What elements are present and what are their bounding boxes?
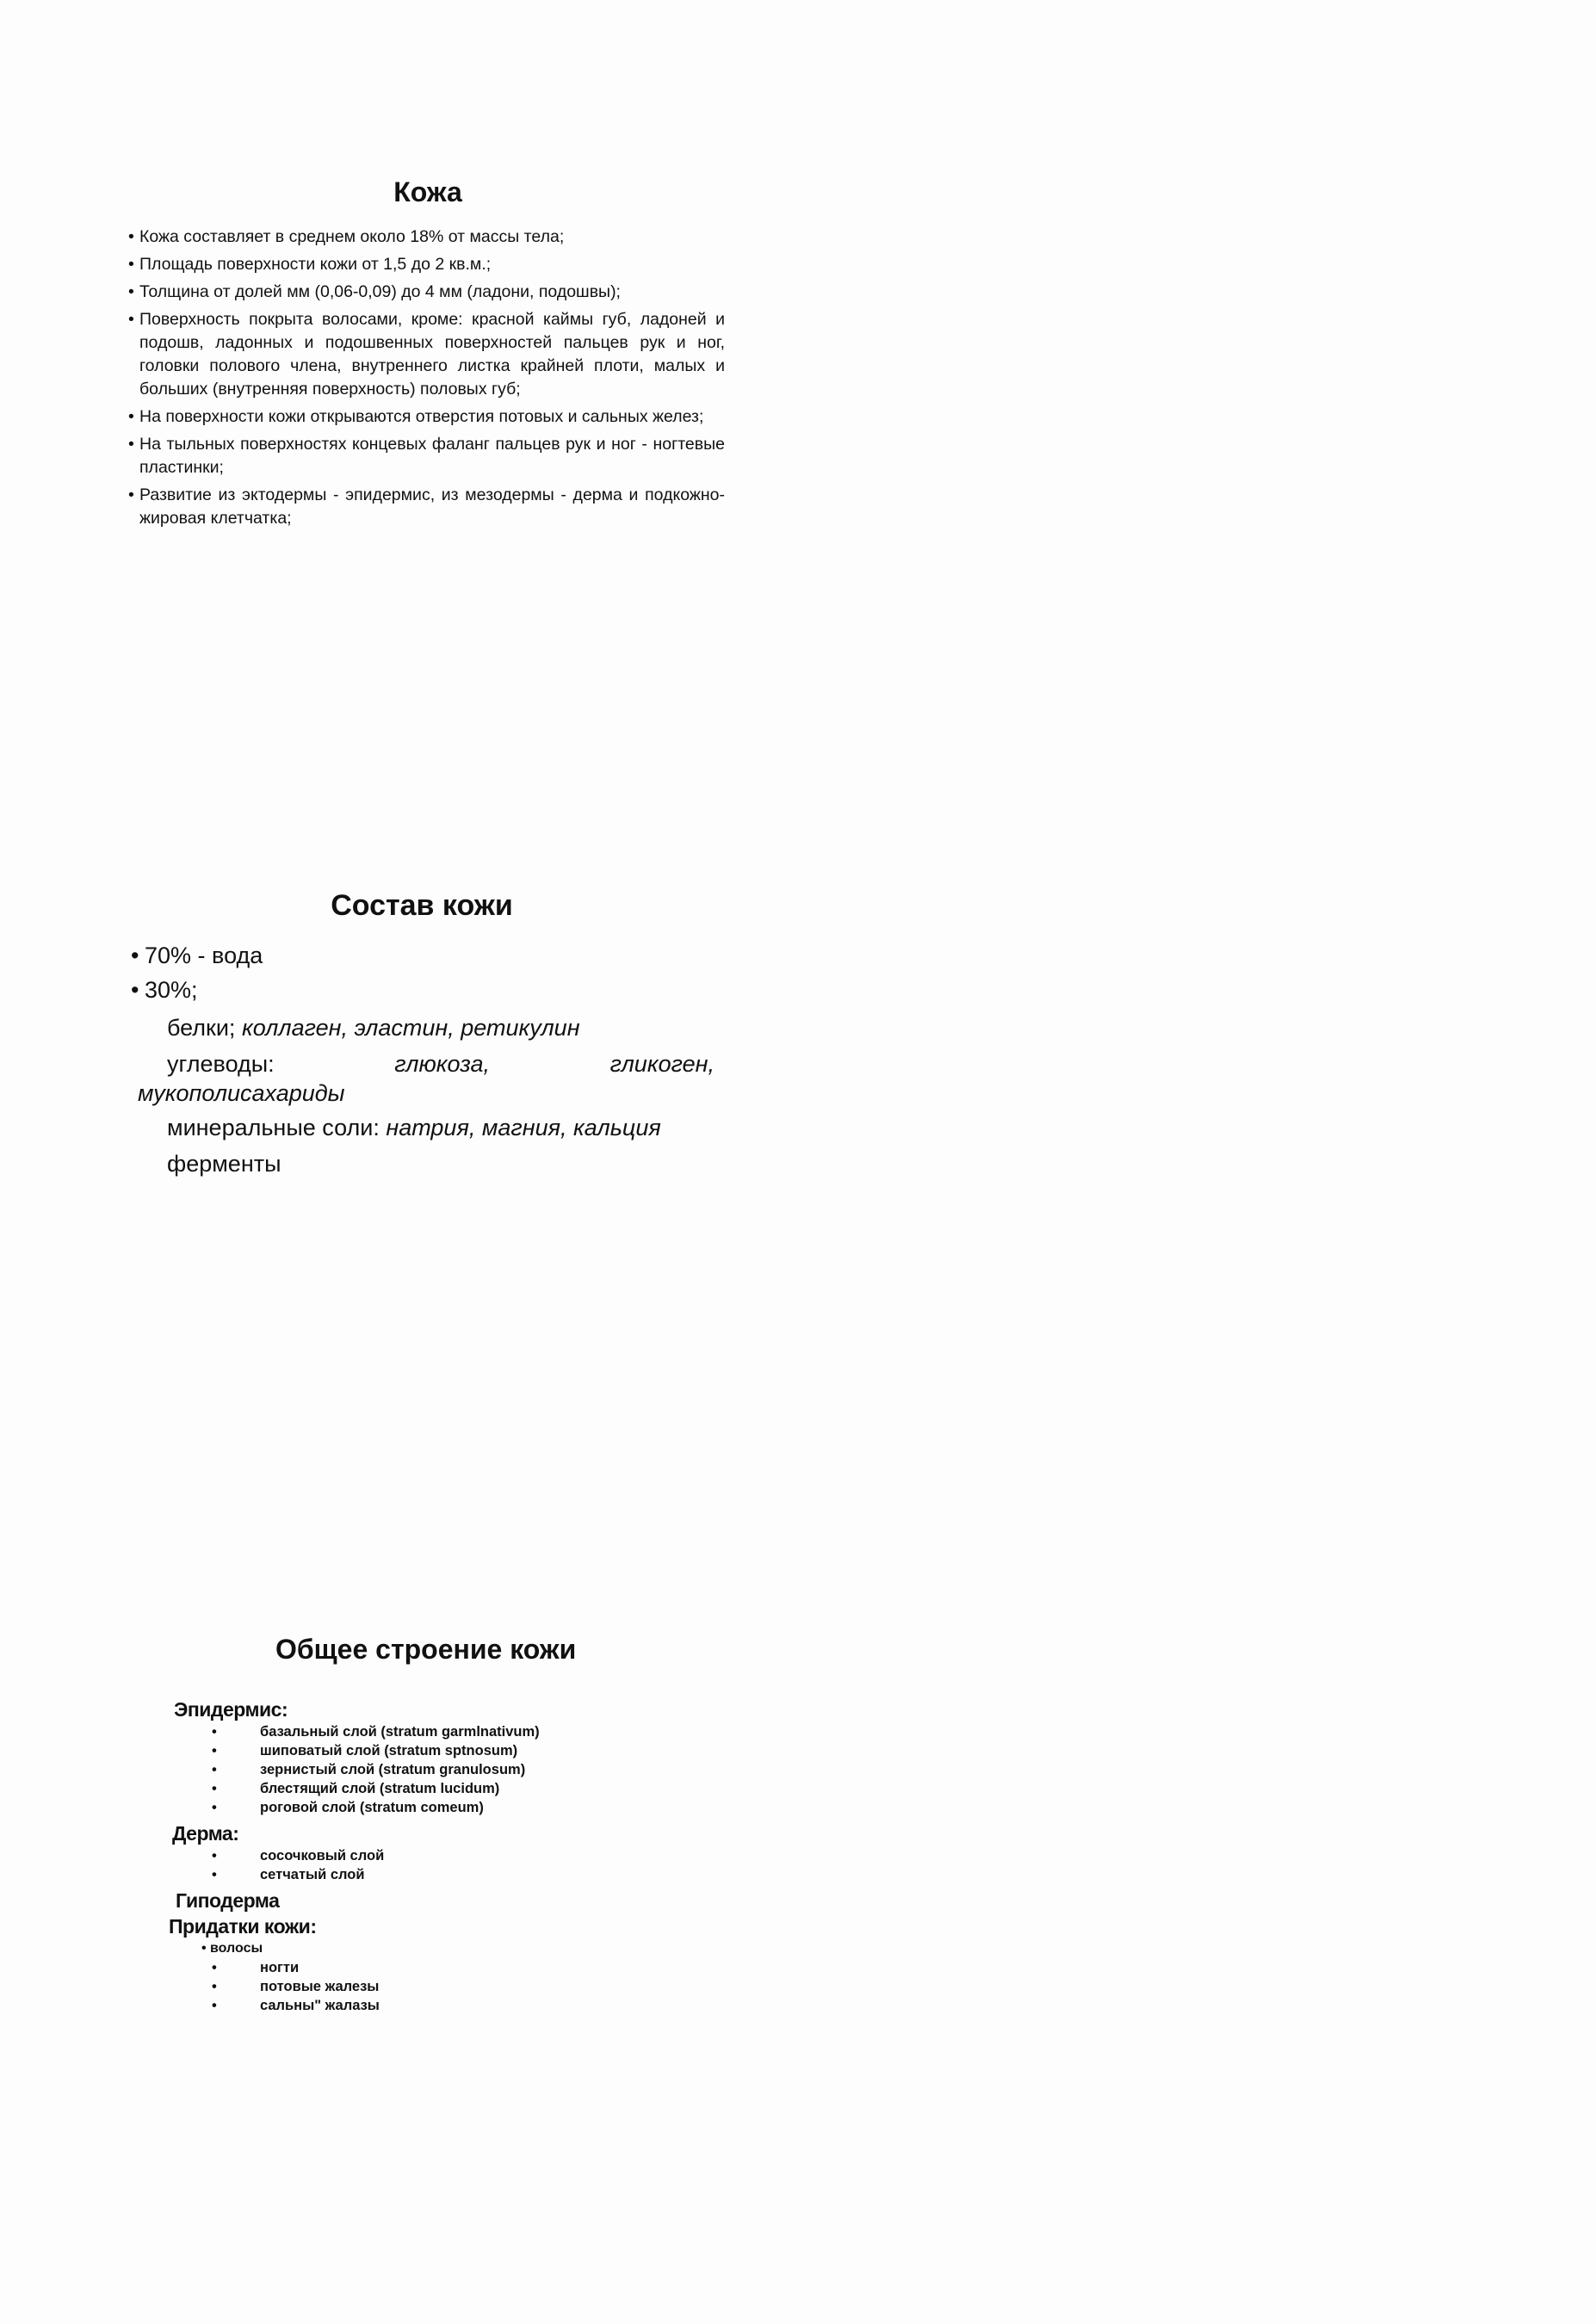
structure-section — [164, 1634, 646, 2018]
appendage-hair: • волосы — [201, 1941, 263, 1956]
carbs-item-glucose: глюкоза, — [394, 1051, 490, 1077]
water-bullet: • 70% - вода — [129, 938, 714, 973]
proteins-line — [129, 1012, 714, 1043]
minerals-label: минеральные соли: — [167, 1115, 380, 1140]
epidermis-layer-list — [164, 1722, 646, 1817]
list-item: • роговой слой (stratum comeum) — [164, 1798, 646, 1817]
list-item: • Площадь поверхности кожи от 1,5 до 2 кв.м.; — [131, 253, 725, 276]
list-item: • Кожа составляет в среднем около 18% от массы тела; — [131, 226, 725, 249]
list-item: • потовые жалезы — [164, 1977, 646, 1996]
list-item: • шиповатый слой (stratum sptnosum) — [164, 1741, 646, 1760]
appendages-list — [164, 1958, 646, 2015]
skin-section — [131, 176, 725, 535]
carbs-item-glycogen: гликоген, — [609, 1051, 714, 1077]
other-bullet: • 30%; — [129, 973, 714, 1007]
dermis-label: Дерма: — [172, 1822, 239, 1845]
carbs-label: углеводы: — [167, 1051, 275, 1077]
composition-section — [129, 889, 714, 1179]
minerals-line — [129, 1112, 714, 1143]
list-item: • ногти — [164, 1958, 646, 1977]
list-item: • зернистый слой (stratum granulosum) — [164, 1760, 646, 1779]
hypodermis-label: Гиподерма — [176, 1889, 280, 1912]
list-item: • На тыльных поверхностях концевых фаланг пальцев рук и ног - ногтевые пластинки; — [131, 433, 725, 479]
appendages-label: Придатки кожи: — [169, 1915, 317, 1938]
proteins-label: белки; — [167, 1015, 236, 1041]
carbs-item-mucopolysaccharides: мукополисахариды — [138, 1080, 345, 1106]
list-item: • Развитие из эктодермы - эпидермис, из мезодермы - дерма и подкожно-жировая клетчатка; — [131, 484, 725, 530]
list-item: • сосочковый слой — [164, 1846, 646, 1865]
minerals-list: натрия, магния, кальция — [386, 1115, 661, 1140]
list-item: • блестящий слой (stratum lucidum) — [164, 1779, 646, 1798]
carbs-line — [129, 1048, 714, 1079]
skin-facts-list — [131, 226, 725, 530]
list-item: • сетчатый слой — [164, 1865, 646, 1884]
enzymes-line: ферменты — [167, 1151, 281, 1177]
epidermis-label: Эпидермис: — [174, 1698, 288, 1721]
list-item: • Поверхность покрыта волосами, кроме: красной каймы губ, ладоней и подошв, ладонных и подошвенных поверхностей пальцев рук и ног, головки полового члена, внутреннего листка крайней плоти, малых и больших (внутренняя поверхность) половых губ; — [131, 308, 725, 401]
composition-title: Состав кожи — [331, 889, 513, 922]
skin-title: Кожа — [393, 176, 462, 207]
list-item: • сальны" жалазы — [164, 1996, 646, 2015]
list-item: • базальный слой (stratum garmlnativum) — [164, 1722, 646, 1741]
list-item: • Толщина от долей мм (0,06-0,09) до 4 мм (ладони, подошвы); — [131, 281, 725, 304]
dermis-layer-list — [164, 1846, 646, 1884]
proteins-list: коллаген, эластин, ретикулин — [241, 1015, 580, 1041]
structure-title: Общее строение кожи — [275, 1634, 577, 1665]
list-item: • На поверхности кожи открываются отверстия потовых и сальных желез; — [131, 405, 725, 429]
